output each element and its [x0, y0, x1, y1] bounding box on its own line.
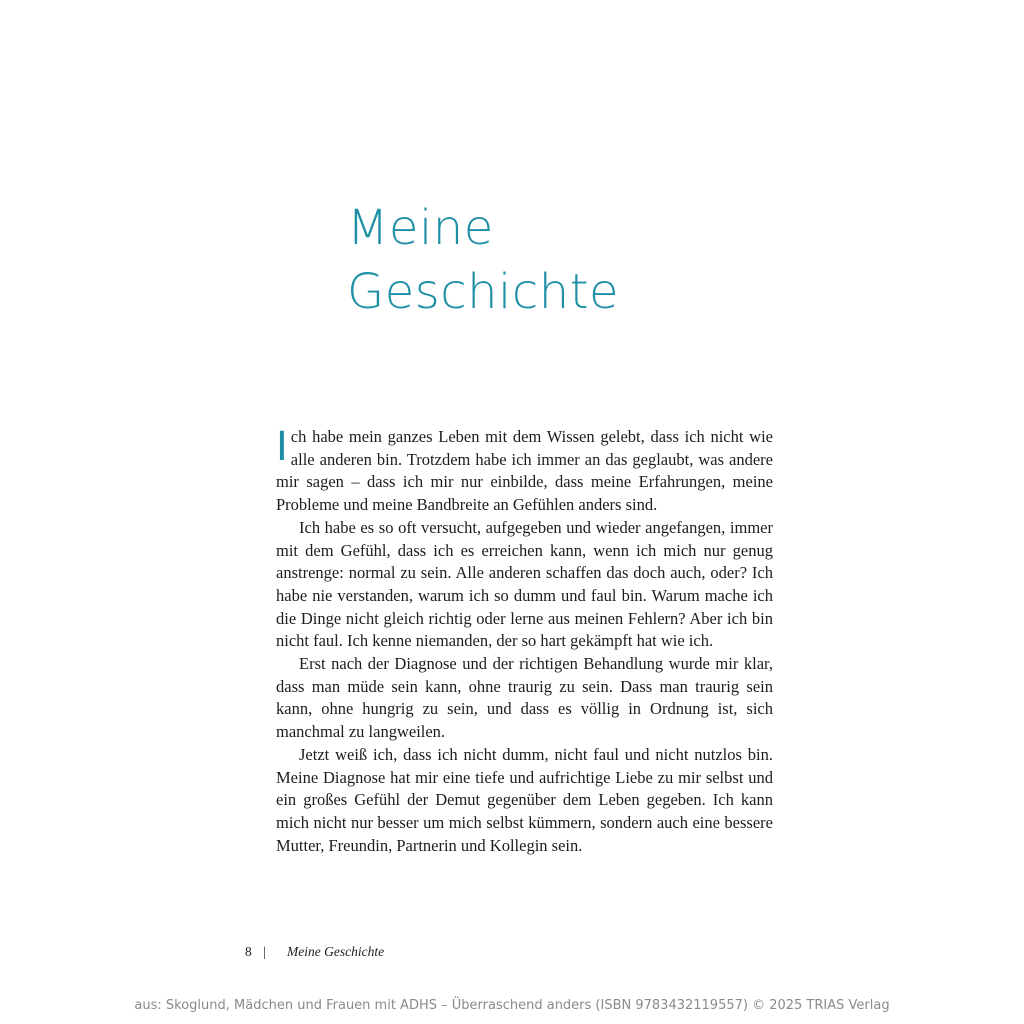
drop-cap: I	[276, 424, 288, 470]
paragraph-3: Erst nach der Diagnose und der richtigen Behandlung wurde mir klar, dass man müde sein kann, ohne traurig zu sein. Dass man traurig sein kann, ohne hungrig zu sein, und dass es völlig in Ordnung ist, sich manchmal zu langweilen.	[276, 654, 773, 742]
chapter-title-line-1: Meine	[347, 200, 494, 256]
paragraph-2: Ich habe es so oft versucht, aufgegeben und wieder angefangen, immer mit dem Gefühl, dass ich es erreichen kann, wenn ich mich nur genug anstrenge: normal zu sein. Alle anderen schaffen das doch auch, oder? Ich habe nie verstanden, warum ich so dumm und faul bin. Warum mache ich die Dinge nicht gleich richtig oder lerne aus meinen Fehlern? Aber ich bin nicht faul. Ich kenne niemanden, der so hart gekämpft hat wie ich.	[276, 517, 773, 651]
copyright-credit: aus: Skoglund, Mädchen und Frauen mit ADHS – Überraschend anders (ISBN 9783432119557) © 2025 TRIAS Verlag	[134, 998, 890, 1013]
chapter-body	[276, 426, 773, 857]
paragraph-4: Jetzt weiß ich, dass ich nicht dumm, nicht faul und nicht nutzlos bin. Meine Diagnose hat mir eine tiefe und aufrichtige Liebe zu mir selbst und ein großes Gefühl der Demut gegenüber dem Leben gegeben. Ich kann mich nicht nur besser um mich selbst kümmern, sondern auch eine bessere Mutter, Freundin, Partnerin und Kollegin sein.	[276, 744, 773, 855]
chapter-title	[347, 196, 847, 324]
paragraph-1	[276, 426, 773, 517]
paragraph-1-text: ch habe mein ganzes Leben mit dem Wissen gelebt, dass ich nicht wie alle anderen bin. Trotzdem habe ich immer an das geglaubt, was andere mir sagen – dass ich mir nur einbilde, dass meine Erfahrungen, meine Probleme und meine Bandbreite an Gefühlen anders sind.	[276, 427, 773, 515]
page-footer	[245, 944, 384, 960]
footer-separator: |	[263, 944, 266, 959]
running-section-title: Meine Geschichte	[287, 944, 385, 959]
chapter-title-line-2: Geschichte	[347, 264, 620, 320]
page-number: 8	[245, 944, 252, 959]
